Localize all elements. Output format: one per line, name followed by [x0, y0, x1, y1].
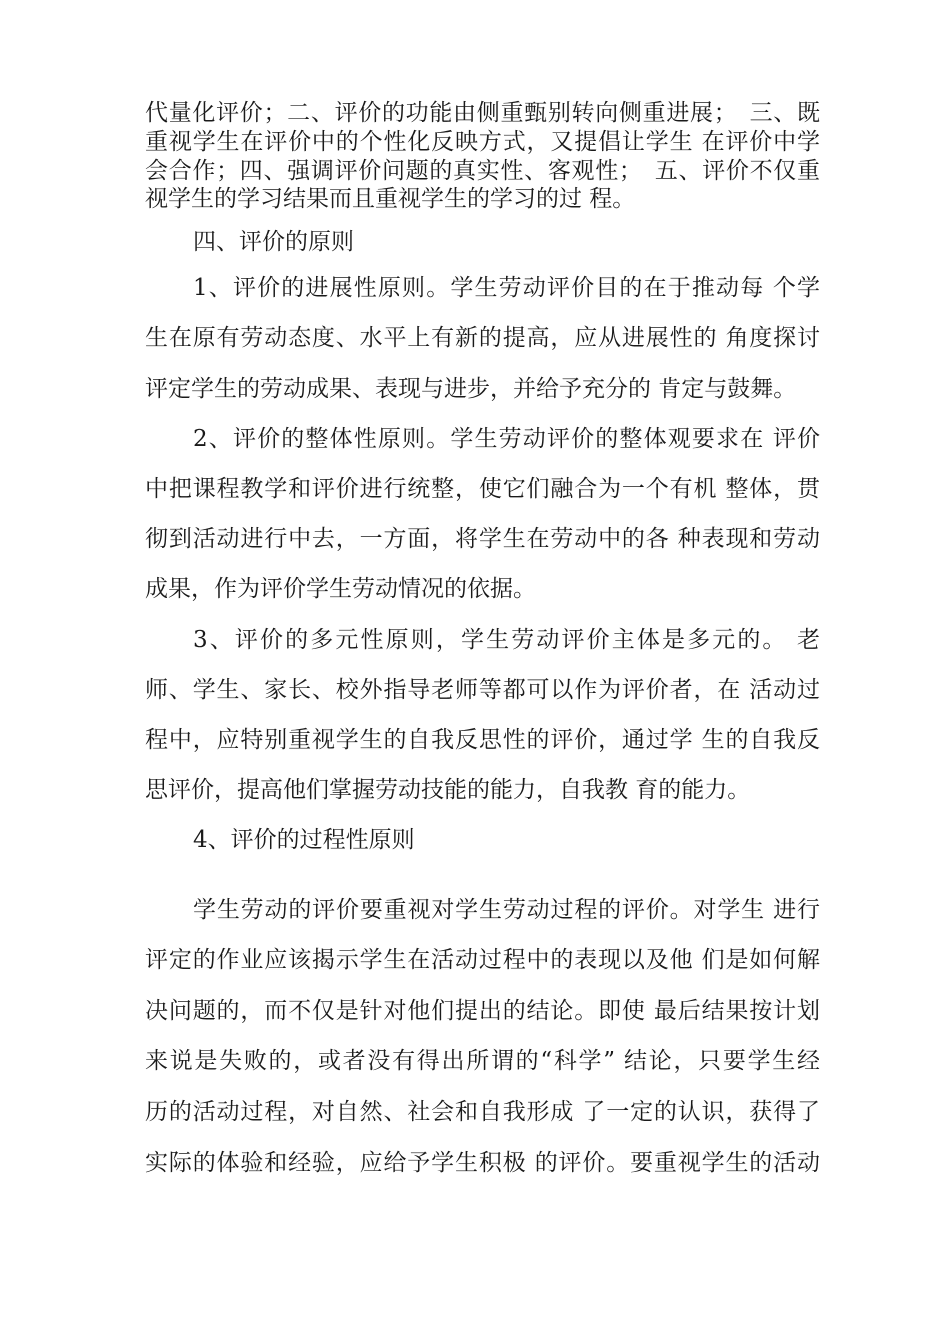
text-line: 实际的体验和经验，应给予学生积极 的评价。要重视学生的活动 — [145, 1150, 820, 1176]
text-line: 成果，作为评价学生劳动情况的依据。 — [145, 576, 536, 602]
text-line: 1、评价的进展性原则。学生劳动评价目的在于推动每 个学 — [193, 275, 820, 301]
text-line: 程中，应特别重视学生的自我反思性的评价，通过学 生的自我反 — [145, 727, 820, 753]
text-line: 代量化评价；二、评价的功能由侧重甄别转向侧重进展； 三、既 — [145, 100, 820, 126]
text-line: 历的活动过程，对自然、社会和自我形成 了一定的认识，获得了 — [145, 1099, 820, 1125]
text-line: 评定学生的劳动成果、表现与进步，并给予充分的 肯定与鼓舞。 — [145, 376, 797, 402]
text-line: 视学生的学习结果而且重视学生的学习的过 程。 — [145, 186, 636, 212]
section-heading: 四、评价的原则 — [193, 229, 354, 255]
text-line: 学生劳动的评价要重视对学生劳动过程的评价。对学生 进行 — [193, 897, 820, 923]
text-line: 中把课程教学和评价进行统整，使它们融合为一个有机 整体，贯 — [145, 476, 820, 502]
text-line: 2、评价的整体性原则。学生劳动评价的整体观要求在 评价 — [193, 426, 820, 452]
text-line: 来说是失败的，或者没有得出所谓的“科学” 结论，只要学生经 — [145, 1048, 820, 1074]
text-line: 生在原有劳动态度、水平上有新的提高，应从进展性的 角度探讨 — [145, 325, 820, 351]
text-line: 彻到活动进行中去，一方面，将学生在劳动中的各 种表现和劳动 — [145, 526, 820, 552]
text-line: 重视学生在评价中的个性化反映方式，又提倡让学生 在评价中学 — [145, 129, 820, 155]
text-line: 3、评价的多元性原则，学生劳动评价主体是多元的。 老 — [193, 627, 820, 653]
text-line: 思评价，提高他们掌握劳动技能的能力，自我教 育的能力。 — [145, 777, 751, 803]
text-line: 决问题的，而不仅是针对他们提出的结论。即使 最后结果按计划 — [145, 998, 820, 1024]
section-heading: 4、评价的过程性原则 — [193, 827, 415, 853]
text-line: 会合作；四、强调评价问题的真实性、客观性； 五、评价不仅重 — [145, 158, 820, 184]
text-line: 评定的作业应该揭示学生在活动过程中的表现以及他 们是如何解 — [145, 947, 820, 973]
text-line: 师、学生、家长、校外指导老师等都可以作为评价者，在 活动过 — [145, 677, 820, 703]
